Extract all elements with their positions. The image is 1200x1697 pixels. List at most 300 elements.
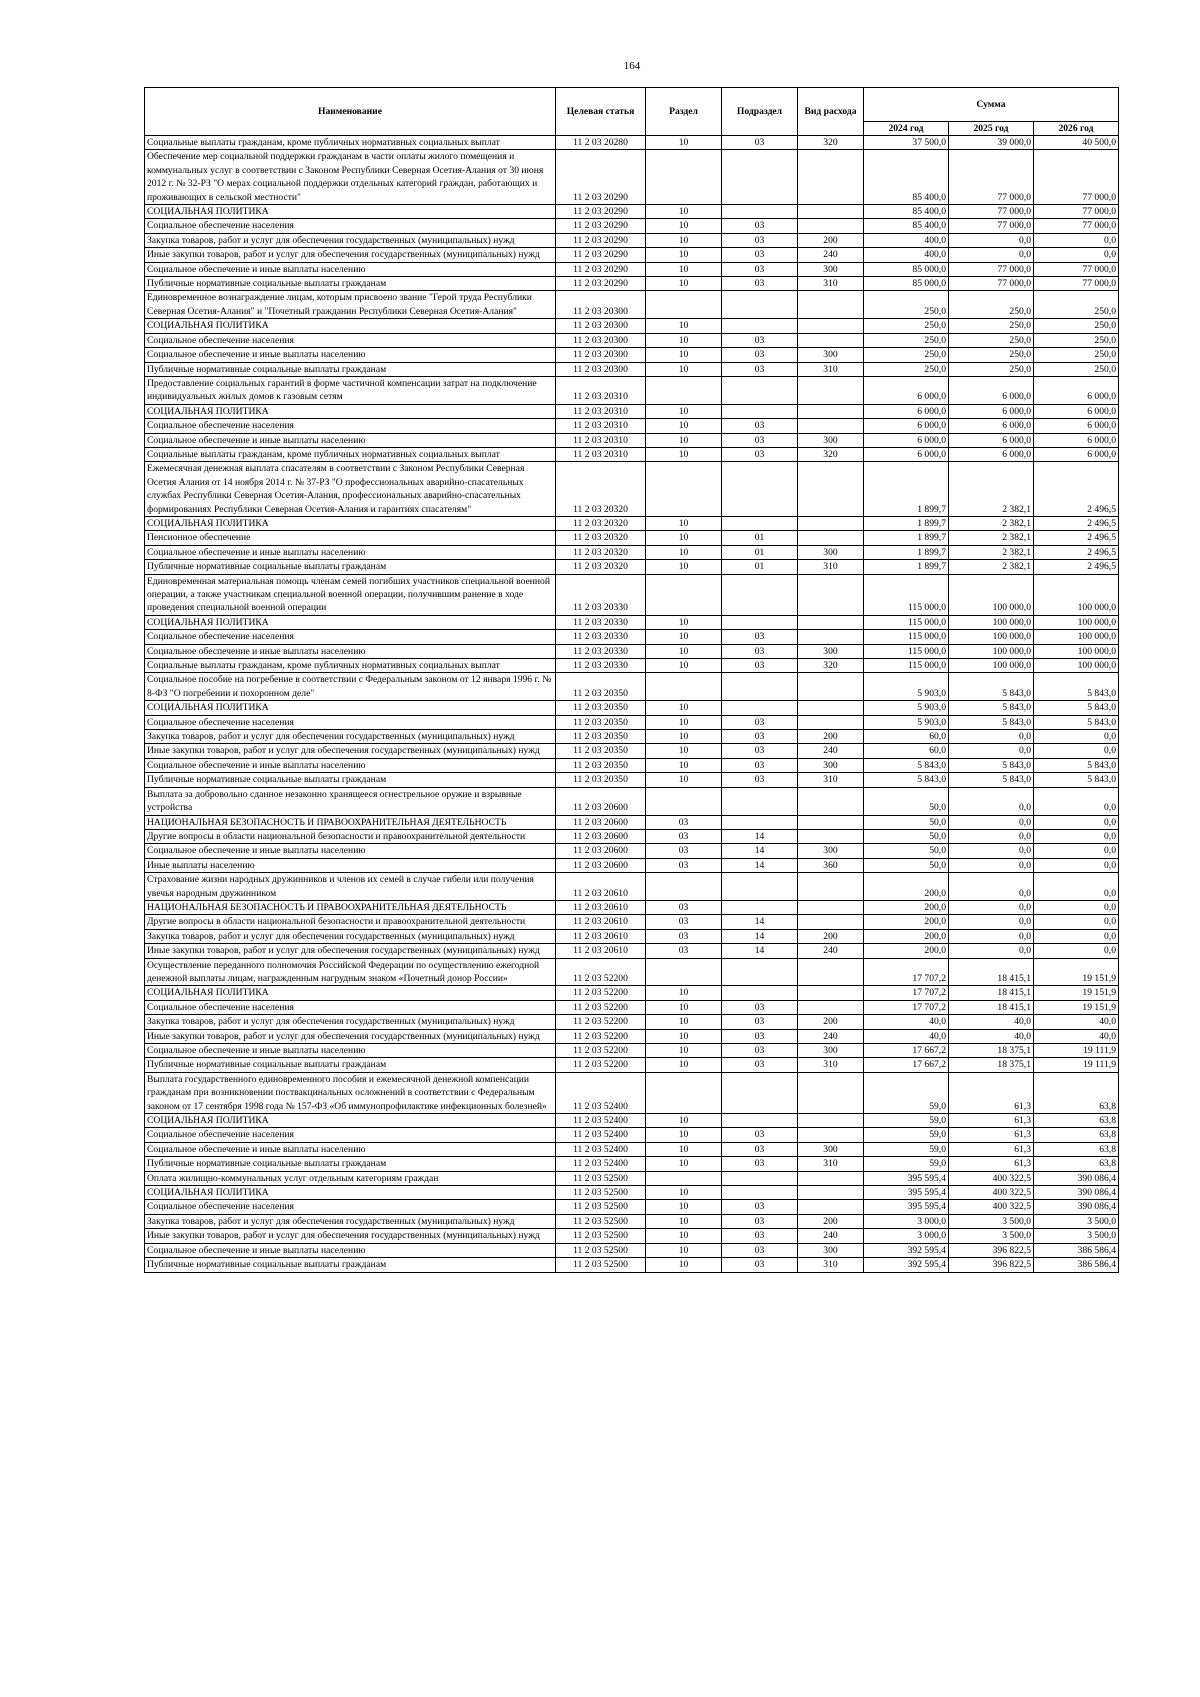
cell-sum-2024: 115 000,0 [864,630,949,644]
table-row [145,516,1119,530]
cell-section: 10 [646,701,722,715]
table-row [145,233,1119,247]
cell-name: Публичные нормативные социальные выплаты гражданам [145,1258,556,1272]
cell-sum-2024: 115 000,0 [864,659,949,673]
table-row [145,659,1119,673]
cell-subsection: 03 [722,1214,798,1228]
cell-subsection [722,462,798,517]
cell-sum-2024: 17 707,2 [864,1000,949,1014]
cell-section: 10 [646,348,722,362]
cell-target-code: 11 2 03 20310 [556,447,646,461]
table-row [145,136,1119,150]
table-row [145,815,1119,829]
header-year-2025: 2025 год [949,122,1034,136]
cell-section: 03 [646,929,722,943]
cell-section: 10 [646,219,722,233]
cell-target-code: 11 2 03 20610 [556,929,646,943]
cell-target-code: 11 2 03 52200 [556,1015,646,1029]
table-row [145,958,1119,986]
cell-sum-2024: 6 000,0 [864,419,949,433]
cell-sum-2026: 0,0 [1034,873,1119,901]
table-row [145,1200,1119,1214]
cell-sum-2024: 40,0 [864,1029,949,1043]
cell-section: 03 [646,915,722,929]
table-row [145,531,1119,545]
cell-sum-2024: 395 595,4 [864,1200,949,1214]
cell-section: 10 [646,758,722,772]
cell-section [646,958,722,986]
cell-sum-2025: 0,0 [949,844,1034,858]
cell-name: Социальное обеспечение и иные выплаты населению [145,1044,556,1058]
cell-expense-type: 310 [798,1157,864,1171]
cell-section [646,873,722,901]
cell-section: 10 [646,205,722,219]
cell-target-code: 11 2 03 20290 [556,277,646,291]
cell-expense-type [798,900,864,914]
cell-expense-type [798,715,864,729]
table-row [145,858,1119,872]
table-row [145,1058,1119,1072]
cell-sum-2025: 0,0 [949,873,1034,901]
cell-target-code: 11 2 03 20350 [556,758,646,772]
cell-expense-type [798,615,864,629]
cell-subsection [722,1186,798,1200]
table-row [145,1243,1119,1257]
cell-subsection: 03 [722,433,798,447]
cell-section [646,150,722,205]
cell-name: СОЦИАЛЬНАЯ ПОЛИТИКА [145,615,556,629]
table-row [145,333,1119,347]
cell-subsection: 14 [722,929,798,943]
cell-section: 10 [646,1258,722,1272]
cell-expense-type: 310 [798,773,864,787]
cell-expense-type [798,673,864,701]
cell-section: 10 [646,659,722,673]
cell-expense-type [798,376,864,404]
cell-sum-2026: 77 000,0 [1034,150,1119,205]
cell-sum-2026: 2 496,5 [1034,531,1119,545]
cell-sum-2025: 400 322,5 [949,1186,1034,1200]
cell-section: 10 [646,1114,722,1128]
cell-expense-type: 300 [798,844,864,858]
header-subsection: Подраздел [722,88,798,136]
cell-expense-type: 310 [798,560,864,574]
cell-subsection [722,574,798,615]
page-number: 164 [623,60,641,72]
cell-name: Социальные выплаты гражданам, кроме публичных нормативных социальных выплат [145,447,556,461]
cell-subsection: 03 [722,730,798,744]
cell-sum-2024: 6 000,0 [864,447,949,461]
cell-name: Выплата государственного единовременного пособия и ежемесячной денежной компенсации гражданам при возникновении поствакцинальных осложнений в соответствии с Федеральным законом от 17 сентября 1998 года № 157-ФЗ «Об иммунопрофилактике инфекционных болезней» [145,1072,556,1113]
cell-expense-type [798,1000,864,1014]
cell-name: Осуществление переданного полномочия Российской Федерации по осуществлению ежегодной денежной выплаты лицам, награжденным нагрудным знаком «Почетный донор России» [145,958,556,986]
cell-sum-2024: 50,0 [864,829,949,843]
cell-name: СОЦИАЛЬНАЯ ПОЛИТИКА [145,319,556,333]
table-row [145,545,1119,559]
cell-expense-type: 200 [798,233,864,247]
cell-target-code: 11 2 03 20320 [556,545,646,559]
cell-subsection: 03 [722,333,798,347]
cell-sum-2026: 6 000,0 [1034,404,1119,418]
cell-sum-2024: 59,0 [864,1114,949,1128]
cell-subsection: 14 [722,915,798,929]
cell-subsection: 03 [722,219,798,233]
cell-sum-2024: 250,0 [864,319,949,333]
table-row [145,1171,1119,1185]
cell-name: Иные закупки товаров, работ и услуг для обеспечения государственных (муниципальных) нужд [145,1229,556,1243]
cell-expense-type: 300 [798,433,864,447]
cell-target-code: 11 2 03 20280 [556,136,646,150]
cell-sum-2025: 0,0 [949,829,1034,843]
cell-target-code: 11 2 03 52500 [556,1186,646,1200]
cell-name: Социальное обеспечение населения [145,630,556,644]
cell-section [646,462,722,517]
table-row [145,715,1119,729]
cell-expense-type [798,462,864,517]
cell-expense-type: 240 [798,1229,864,1243]
cell-name: Единовременное вознаграждение лицам, которым присвоено звание "Герой труда Республики Северная Осетия-Алания" и "Почетный гражданин Республики Северная Осетия-Алания" [145,291,556,319]
cell-sum-2026: 2 496,5 [1034,545,1119,559]
cell-target-code: 11 2 03 52400 [556,1128,646,1142]
cell-subsection [722,376,798,404]
cell-sum-2026: 19 151,9 [1034,1000,1119,1014]
cell-sum-2025: 61,3 [949,1157,1034,1171]
cell-section: 10 [646,1015,722,1029]
cell-sum-2024: 200,0 [864,944,949,958]
cell-sum-2024: 1 899,7 [864,516,949,530]
cell-name: Социальное обеспечение и иные выплаты населению [145,433,556,447]
cell-section: 10 [646,630,722,644]
cell-target-code: 11 2 03 20310 [556,419,646,433]
cell-sum-2024: 59,0 [864,1128,949,1142]
cell-sum-2025: 0,0 [949,248,1034,262]
cell-target-code: 11 2 03 20320 [556,531,646,545]
header-section: Раздел [646,88,722,136]
cell-name: Публичные нормативные социальные выплаты гражданам [145,1157,556,1171]
cell-subsection [722,673,798,701]
cell-expense-type: 200 [798,1214,864,1228]
table-row [145,1029,1119,1043]
cell-subsection: 01 [722,560,798,574]
cell-subsection [722,701,798,715]
table-row [145,574,1119,615]
cell-target-code: 11 2 03 20320 [556,560,646,574]
cell-sum-2026: 2 496,5 [1034,516,1119,530]
cell-name: Социальное обеспечение населения [145,219,556,233]
cell-expense-type [798,1171,864,1185]
cell-sum-2025: 0,0 [949,233,1034,247]
cell-sum-2024: 85 400,0 [864,219,949,233]
cell-sum-2025: 0,0 [949,915,1034,929]
cell-section: 10 [646,248,722,262]
cell-sum-2024: 5 903,0 [864,715,949,729]
cell-sum-2025: 40,0 [949,1029,1034,1043]
cell-expense-type: 240 [798,744,864,758]
cell-sum-2024: 1 899,7 [864,560,949,574]
cell-sum-2024: 400,0 [864,248,949,262]
cell-target-code: 11 2 03 20600 [556,829,646,843]
cell-sum-2025: 400 322,5 [949,1200,1034,1214]
cell-sum-2024: 17 667,2 [864,1044,949,1058]
cell-expense-type [798,1200,864,1214]
cell-sum-2025: 5 843,0 [949,715,1034,729]
cell-expense-type: 320 [798,136,864,150]
cell-sum-2026: 0,0 [1034,730,1119,744]
cell-sum-2025: 40,0 [949,1015,1034,1029]
cell-subsection: 03 [722,1142,798,1156]
cell-sum-2025: 250,0 [949,362,1034,376]
cell-section: 10 [646,419,722,433]
cell-target-code: 11 2 03 52200 [556,986,646,1000]
cell-sum-2024: 250,0 [864,348,949,362]
table-row [145,744,1119,758]
header-year-2026: 2026 год [1034,122,1119,136]
table-row [145,873,1119,901]
cell-section: 10 [646,560,722,574]
cell-target-code: 11 2 03 20330 [556,574,646,615]
cell-sum-2024: 115 000,0 [864,644,949,658]
cell-section: 10 [646,1186,722,1200]
cell-target-code: 11 2 03 20300 [556,291,646,319]
cell-target-code: 11 2 03 20320 [556,516,646,530]
cell-subsection [722,873,798,901]
cell-expense-type: 310 [798,362,864,376]
cell-target-code: 11 2 03 20600 [556,858,646,872]
table-row [145,433,1119,447]
cell-section: 10 [646,615,722,629]
cell-sum-2026: 6 000,0 [1034,376,1119,404]
cell-subsection: 14 [722,944,798,958]
cell-section: 10 [646,1214,722,1228]
cell-subsection: 03 [722,773,798,787]
cell-sum-2025: 400 322,5 [949,1171,1034,1185]
cell-section: 10 [646,1058,722,1072]
cell-target-code: 11 2 03 20610 [556,915,646,929]
cell-expense-type: 300 [798,1142,864,1156]
cell-target-code: 11 2 03 20600 [556,787,646,815]
cell-name: СОЦИАЛЬНАЯ ПОЛИТИКА [145,1114,556,1128]
cell-sum-2024: 200,0 [864,900,949,914]
table-row [145,447,1119,461]
cell-target-code: 11 2 03 20290 [556,248,646,262]
table-row [145,844,1119,858]
table-row [145,929,1119,943]
table-row [145,1142,1119,1156]
cell-name: Выплата за добровольно сданное незаконно хранящееся огнестрельное оружие и взрывные устройства [145,787,556,815]
cell-sum-2025: 5 843,0 [949,773,1034,787]
cell-sum-2026: 5 843,0 [1034,701,1119,715]
cell-target-code: 11 2 03 20350 [556,730,646,744]
cell-sum-2025: 18 415,1 [949,986,1034,1000]
cell-target-code: 11 2 03 20300 [556,333,646,347]
header-name: Наименование [145,88,556,136]
cell-target-code: 11 2 03 20300 [556,319,646,333]
cell-subsection: 03 [722,1128,798,1142]
cell-subsection: 03 [722,659,798,673]
cell-expense-type: 300 [798,644,864,658]
cell-target-code: 11 2 03 52500 [556,1258,646,1272]
cell-sum-2025: 100 000,0 [949,574,1034,615]
cell-name: Иные закупки товаров, работ и услуг для обеспечения государственных (муниципальных) нужд [145,248,556,262]
cell-subsection: 03 [722,630,798,644]
cell-subsection [722,787,798,815]
cell-target-code: 11 2 03 20610 [556,900,646,914]
cell-section: 10 [646,1044,722,1058]
cell-sum-2025: 18 375,1 [949,1044,1034,1058]
cell-section: 10 [646,1200,722,1214]
cell-subsection: 03 [722,1258,798,1272]
cell-subsection: 01 [722,531,798,545]
cell-sum-2026: 2 496,5 [1034,462,1119,517]
cell-sum-2025: 100 000,0 [949,630,1034,644]
cell-sum-2026: 77 000,0 [1034,205,1119,219]
cell-expense-type: 300 [798,758,864,772]
cell-target-code: 11 2 03 20330 [556,615,646,629]
cell-sum-2026: 250,0 [1034,348,1119,362]
cell-expense-type [798,829,864,843]
cell-sum-2026: 63,8 [1034,1072,1119,1113]
cell-section [646,376,722,404]
cell-sum-2026: 40,0 [1034,1029,1119,1043]
cell-name: Закупка товаров, работ и услуг для обеспечения государственных (муниципальных) нужд [145,1214,556,1228]
cell-sum-2024: 40,0 [864,1015,949,1029]
table-row [145,419,1119,433]
cell-sum-2025: 2 382,1 [949,545,1034,559]
cell-expense-type [798,873,864,901]
cell-sum-2025: 77 000,0 [949,277,1034,291]
cell-expense-type [798,404,864,418]
cell-sum-2026: 386 586,4 [1034,1243,1119,1257]
cell-sum-2024: 6 000,0 [864,404,949,418]
cell-subsection: 03 [722,1015,798,1029]
cell-sum-2024: 200,0 [864,915,949,929]
cell-sum-2025: 3 500,0 [949,1214,1034,1228]
cell-sum-2025: 250,0 [949,291,1034,319]
cell-subsection: 03 [722,277,798,291]
cell-sum-2024: 5 903,0 [864,701,949,715]
cell-sum-2026: 250,0 [1034,333,1119,347]
cell-sum-2024: 17 707,2 [864,986,949,1000]
cell-subsection: 03 [722,348,798,362]
cell-sum-2024: 200,0 [864,929,949,943]
cell-target-code: 11 2 03 52400 [556,1072,646,1113]
cell-sum-2026: 3 500,0 [1034,1229,1119,1243]
cell-name: Пенсионное обеспечение [145,531,556,545]
cell-target-code: 11 2 03 52500 [556,1171,646,1185]
cell-name: СОЦИАЛЬНАЯ ПОЛИТИКА [145,986,556,1000]
cell-target-code: 11 2 03 20290 [556,205,646,219]
budget-table [144,87,1119,1273]
cell-name: Социальное обеспечение и иные выплаты населению [145,844,556,858]
cell-sum-2026: 63,8 [1034,1114,1119,1128]
cell-sum-2026: 250,0 [1034,362,1119,376]
cell-sum-2024: 60,0 [864,730,949,744]
cell-target-code: 11 2 03 20290 [556,150,646,205]
cell-section: 10 [646,362,722,376]
cell-expense-type: 300 [798,348,864,362]
cell-subsection: 03 [722,233,798,247]
cell-sum-2024: 400,0 [864,233,949,247]
cell-sum-2025: 396 822,5 [949,1243,1034,1257]
cell-sum-2026: 5 843,0 [1034,773,1119,787]
cell-subsection [722,986,798,1000]
cell-target-code: 11 2 03 52200 [556,958,646,986]
cell-name: Социальное обеспечение населения [145,715,556,729]
cell-subsection [722,404,798,418]
table-row [145,1128,1119,1142]
cell-sum-2026: 0,0 [1034,900,1119,914]
cell-target-code: 11 2 03 52500 [556,1214,646,1228]
cell-target-code: 11 2 03 20290 [556,233,646,247]
cell-section [646,787,722,815]
cell-sum-2026: 0,0 [1034,248,1119,262]
cell-name: СОЦИАЛЬНАЯ ПОЛИТИКА [145,205,556,219]
header-sum: Сумма [864,88,1119,122]
cell-sum-2026: 63,8 [1034,1128,1119,1142]
cell-name: Страхование жизни народных дружинников и членов их семей в случае гибели или получения увечья народным дружинником [145,873,556,901]
table-row [145,758,1119,772]
cell-sum-2025: 3 500,0 [949,1229,1034,1243]
cell-sum-2025: 2 382,1 [949,516,1034,530]
cell-sum-2026: 5 843,0 [1034,673,1119,701]
cell-sum-2024: 17 707,2 [864,958,949,986]
table-row [145,376,1119,404]
cell-sum-2026: 5 843,0 [1034,715,1119,729]
cell-sum-2026: 0,0 [1034,744,1119,758]
cell-subsection: 03 [722,447,798,461]
cell-target-code: 11 2 03 52200 [556,1029,646,1043]
table-row [145,630,1119,644]
cell-sum-2024: 85 400,0 [864,150,949,205]
cell-subsection: 03 [722,362,798,376]
cell-name: Публичные нормативные социальные выплаты гражданам [145,1058,556,1072]
cell-section: 10 [646,516,722,530]
cell-name: Единовременная материальная помощь членам семей погибших участников специальной военной операции, а также участникам специальной военной операции, получившим ранение в ходе проведения специальной военной операции [145,574,556,615]
cell-sum-2026: 100 000,0 [1034,615,1119,629]
cell-target-code: 11 2 03 52200 [556,1058,646,1072]
cell-expense-type [798,205,864,219]
cell-sum-2024: 115 000,0 [864,574,949,615]
cell-section [646,291,722,319]
cell-sum-2025: 0,0 [949,929,1034,943]
cell-expense-type: 310 [798,277,864,291]
cell-target-code: 11 2 03 20330 [556,659,646,673]
cell-name: Обеспечение мер социальной поддержки гражданам в части оплаты жилого помещения и коммунальных услуг в соответствии с Законом Республики Северная Осетия-Алания от 30 июня 2012 г. № 32-РЗ "О мерах социальной поддержки отдельных категорий граждан, работающих и проживающих в сельской местности" [145,150,556,205]
cell-section: 03 [646,815,722,829]
cell-sum-2026: 40 500,0 [1034,136,1119,150]
table-row [145,1072,1119,1113]
cell-subsection [722,291,798,319]
table-row [145,986,1119,1000]
cell-expense-type [798,319,864,333]
cell-expense-type: 300 [798,1044,864,1058]
cell-expense-type [798,986,864,1000]
cell-subsection [722,1072,798,1113]
cell-sum-2025: 2 382,1 [949,462,1034,517]
table-row [145,1114,1119,1128]
cell-name: Закупка товаров, работ и услуг для обеспечения государственных (муниципальных) нужд [145,730,556,744]
cell-name: СОЦИАЛЬНАЯ ПОЛИТИКА [145,404,556,418]
cell-expense-type: 200 [798,1015,864,1029]
cell-sum-2024: 6 000,0 [864,376,949,404]
cell-section: 10 [646,404,722,418]
cell-name: Публичные нормативные социальные выплаты гражданам [145,362,556,376]
cell-name: Социальное обеспечение и иные выплаты населению [145,644,556,658]
table-row [145,1258,1119,1272]
cell-sum-2026: 250,0 [1034,291,1119,319]
table-row [145,1015,1119,1029]
cell-subsection: 03 [722,1243,798,1257]
